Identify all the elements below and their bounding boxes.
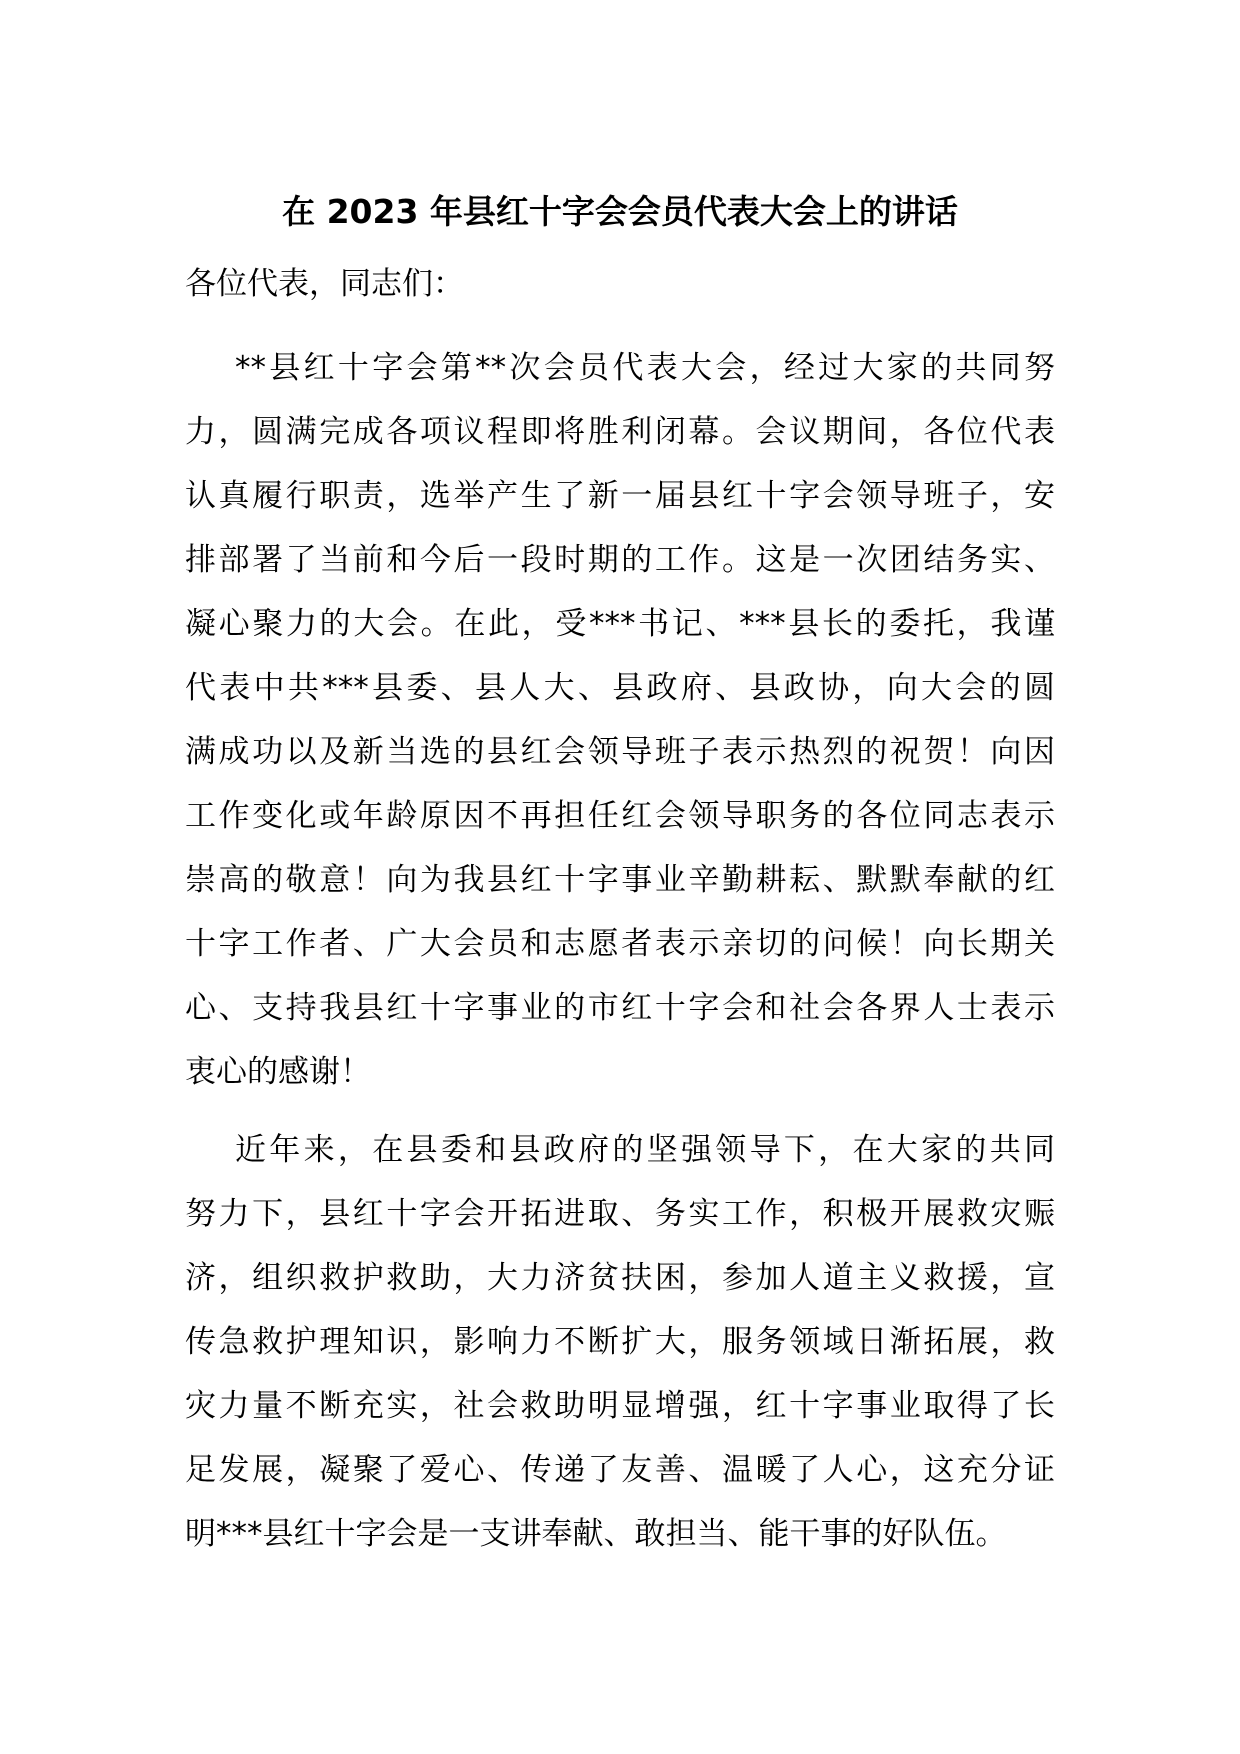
paragraph-line: 工作变化或年龄原因不再担任红会领导职务的各位同志表示: [185, 798, 1055, 834]
salutation: 各位代表，同志们：: [185, 266, 464, 302]
paragraph-line: 崇高的敬意！向为我县红十字事业辛勤耕耘、默默奉献的红: [185, 862, 1055, 898]
document-title: 在 2023 年县红十字会会员代表大会上的讲话: [282, 192, 958, 231]
paragraph-line: 代表中共***县委、县人大、县政府、县政协，向大会的圆: [185, 670, 1055, 706]
paragraph-2: [185, 1118, 1055, 1566]
paragraph-line: 凝心聚力的大会。在此，受***书记、***县长的委托，我谨: [185, 606, 1055, 642]
paragraph-line: 努力下，县红十字会开拓进取、务实工作，积极开展救灾赈: [185, 1196, 1055, 1232]
paragraph-1: [185, 336, 1055, 1104]
paragraph-line: 衷心的感谢！: [185, 1054, 371, 1090]
paragraph-line: 心、支持我县红十字事业的市红十字会和社会各界人士表示: [185, 990, 1055, 1026]
paragraph-line: 排部署了当前和今后一段时期的工作。这是一次团结务实、: [185, 542, 1055, 578]
paragraph-line: 灾力量不断充实，社会救助明显增强，红十字事业取得了长: [185, 1388, 1055, 1424]
paragraph-line: 近年来，在县委和县政府的坚强领导下，在大家的共同: [235, 1132, 1055, 1168]
paragraph-line: 明***县红十字会是一支讲奉献、敢担当、能干事的好队伍。: [185, 1516, 1007, 1552]
document-body: [185, 252, 1055, 1580]
paragraph-line: 满成功以及新当选的县红会领导班子表示热烈的祝贺！向因: [185, 734, 1055, 770]
paragraph-line: 认真履行职责，选举产生了新一届县红十字会领导班子，安: [185, 478, 1055, 514]
paragraph-line: 传急救护理知识，影响力不断扩大，服务领域日渐拓展，救: [185, 1324, 1055, 1360]
paragraph-line: 足发展，凝聚了爱心、传递了友善、温暖了人心，这充分证: [185, 1452, 1055, 1488]
paragraph-line: 十字工作者、广大会员和志愿者表示亲切的问候！向长期关: [185, 926, 1055, 962]
paragraph-line: **县红十字会第**次会员代表大会，经过大家的共同努: [235, 350, 1055, 386]
paragraph-line: 力，圆满完成各项议程即将胜利闭幕。会议期间，各位代表: [185, 414, 1055, 450]
paragraph-line: 济，组织救护救助，大力济贫扶困，参加人道主义救援，宣: [185, 1260, 1055, 1296]
